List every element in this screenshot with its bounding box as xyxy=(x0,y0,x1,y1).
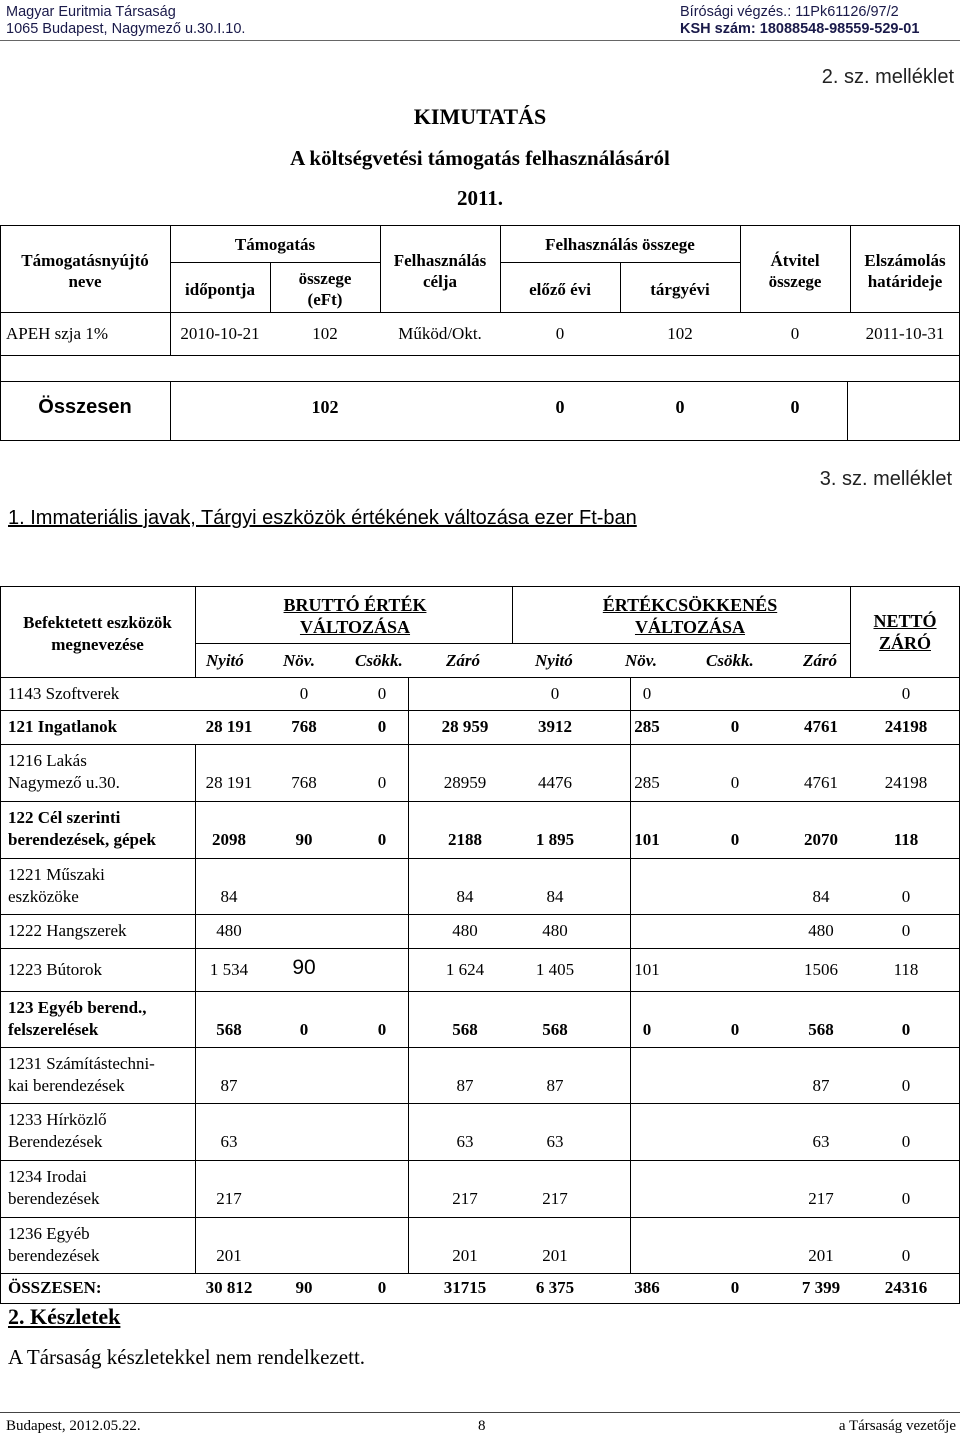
asset-cell: 90 xyxy=(292,956,316,979)
asset-cell: 30 812 xyxy=(205,1278,253,1297)
asset-cell: 0 xyxy=(299,1020,309,1039)
row-grantor: APEH szja 1% xyxy=(6,324,108,343)
asset-row-name: 1223 Bútorok xyxy=(8,960,102,979)
asset-cell: 87 xyxy=(812,1076,830,1095)
asset-row-name: 1221 Műszaki eszközöke xyxy=(8,865,105,906)
hdr-dep-increase: Növ. xyxy=(625,651,657,670)
row-date: 2010-10-21 xyxy=(180,324,260,343)
total-prev: 0 xyxy=(555,397,565,417)
asset-cell: 63 xyxy=(546,1132,564,1151)
asset-row-name: ÖSSZESEN: xyxy=(8,1278,102,1297)
asset-cell: 0 xyxy=(377,830,387,849)
asset-cell: 0 xyxy=(901,1132,911,1151)
annex-2: 2. sz. melléklet xyxy=(821,66,954,88)
company-address: 1065 Budapest, Nagymező u.30.I.10. xyxy=(6,21,246,37)
asset-cell: 285 xyxy=(634,717,660,736)
hdr-gross: BRUTTÓ ÉRTÉK VÁLTOZÁSA xyxy=(283,595,427,637)
ksh-number: KSH szám: 18088548-98559-529-01 xyxy=(680,21,920,37)
asset-cell: 1 405 xyxy=(535,960,575,979)
court-ruling: Bírósági végzés.: 11Pk61126/97/2 xyxy=(680,4,899,20)
hdr-depreciation: ÉRTÉKCSÖKKENÉS VÁLTOZÁSA xyxy=(602,595,778,637)
row-purpose: Működ/Okt. xyxy=(398,324,482,343)
inventory-text: A Társaság készletekkel nem rendelkezett. xyxy=(8,1345,366,1369)
asset-cell: 28 959 xyxy=(441,717,489,736)
asset-cell: 0 xyxy=(377,684,387,703)
total-label: Összesen xyxy=(38,396,132,418)
asset-cell: 2070 xyxy=(804,830,838,849)
asset-cell: 6 375 xyxy=(535,1278,575,1297)
row-amount: 102 xyxy=(312,324,338,343)
total-amount: 102 xyxy=(311,397,339,417)
total-curr: 0 xyxy=(675,397,685,417)
hdr-date: időpontja xyxy=(185,280,255,299)
asset-cell: 217 xyxy=(452,1189,478,1208)
asset-cell: 0 xyxy=(901,1246,911,1265)
asset-cell: 1 534 xyxy=(209,960,249,979)
asset-cell: 0 xyxy=(901,1189,911,1208)
hdr-grantor: Támogatásnyújtó neve xyxy=(21,251,149,291)
asset-row-name: 122 Cél szerinti berendezések, gépek xyxy=(8,808,156,849)
asset-cell: 24316 xyxy=(884,1278,928,1297)
asset-cell: 118 xyxy=(893,960,919,979)
asset-cell: 24198 xyxy=(884,717,928,736)
asset-cell: 28 191 xyxy=(205,717,253,736)
hdr-net-closing: NETTÓ ZÁRÓ xyxy=(873,611,937,653)
hdr-grant: Támogatás xyxy=(234,235,316,254)
asset-cell: 4761 xyxy=(804,717,838,736)
company-name: Magyar Euritmia Társaság xyxy=(6,4,176,20)
asset-cell: 568 xyxy=(808,1020,834,1039)
hdr-gross-increase: Növ. xyxy=(283,651,315,670)
row-curr: 102 xyxy=(667,324,693,343)
hdr-dep-closing: Záró xyxy=(803,651,837,670)
asset-cell: 1506 xyxy=(804,960,838,979)
row-deadline: 2011-10-31 xyxy=(865,324,945,343)
asset-cell: 90 xyxy=(295,830,313,849)
asset-cell: 0 xyxy=(642,684,652,703)
asset-cell: 31715 xyxy=(443,1278,487,1297)
asset-cell: 118 xyxy=(893,830,919,849)
asset-row-name: 1231 Számítástechni- kai berendezések xyxy=(8,1054,155,1095)
row-transfer: 0 xyxy=(790,324,800,343)
asset-cell: 0 xyxy=(299,684,309,703)
asset-cell: 217 xyxy=(542,1189,568,1208)
asset-cell: 480 xyxy=(452,921,478,940)
asset-cell: 84 xyxy=(220,887,238,906)
asset-cell: 217 xyxy=(808,1189,834,1208)
hdr-usage: Felhasználás összege xyxy=(545,235,695,254)
asset-cell: 63 xyxy=(812,1132,830,1151)
asset-cell: 28959 xyxy=(443,773,487,792)
asset-cell: 201 xyxy=(216,1246,242,1265)
asset-cell: 480 xyxy=(542,921,568,940)
report-subtitle: A költségvetési támogatás felhasználásáról xyxy=(290,146,670,170)
asset-cell: 480 xyxy=(808,921,834,940)
hdr-dep-decrease: Csökk. xyxy=(706,651,754,670)
report-year: 2011. xyxy=(456,186,504,210)
asset-row-name: 1216 Lakás Nagymező u.30. xyxy=(8,751,120,792)
hdr-purpose: Felhasználás célja xyxy=(393,251,487,291)
asset-cell: 201 xyxy=(808,1246,834,1265)
asset-cell: 768 xyxy=(291,717,317,736)
assets-title: 1. Immateriális javak, Tárgyi eszközök értékének változása ezer Ft-ban xyxy=(8,507,637,529)
hdr-asset-name: Befektetett eszközök megnevezése xyxy=(23,613,172,654)
asset-cell: 90 xyxy=(295,1278,313,1297)
asset-cell: 2188 xyxy=(448,830,482,849)
hdr-transfer: Átvitel összege xyxy=(768,251,822,291)
asset-cell: 0 xyxy=(377,1278,387,1297)
asset-cell: 4761 xyxy=(804,773,838,792)
asset-cell: 3912 xyxy=(538,717,572,736)
asset-cell: 0 xyxy=(901,921,911,940)
total-transfer: 0 xyxy=(790,397,800,417)
asset-cell: 0 xyxy=(642,1020,652,1039)
asset-row-name: 123 Egyéb berend., felszerelések xyxy=(8,998,147,1039)
asset-row-name: 1222 Hangszerek xyxy=(8,921,127,940)
header-rule xyxy=(0,40,960,41)
annex-3: 3. sz. melléklet xyxy=(819,468,952,490)
asset-row-name: 1233 Hírközlő Berendezések xyxy=(8,1110,107,1151)
asset-cell: 101 xyxy=(634,830,660,849)
asset-cell: 0 xyxy=(730,1020,740,1039)
hdr-gross-opening: Nyitó xyxy=(206,651,244,670)
asset-cell: 201 xyxy=(452,1246,478,1265)
asset-row-name: 1236 Egyéb berendezések xyxy=(8,1224,100,1265)
asset-cell: 0 xyxy=(730,773,740,792)
asset-cell: 84 xyxy=(812,887,830,906)
hdr-gross-closing: Záró xyxy=(446,651,480,670)
asset-cell: 87 xyxy=(456,1076,474,1095)
hdr-curr-year: tárgyévi xyxy=(650,280,710,299)
asset-cell: 0 xyxy=(901,1076,911,1095)
hdr-amount: összege (eFt) xyxy=(298,269,352,309)
asset-cell: 1 624 xyxy=(445,960,485,979)
asset-cell: 4476 xyxy=(538,773,572,792)
asset-cell: 0 xyxy=(901,684,911,703)
asset-cell: 63 xyxy=(456,1132,474,1151)
report-title: KIMUTATÁS xyxy=(413,104,547,129)
asset-cell: 24198 xyxy=(884,773,928,792)
footer-rule xyxy=(0,1412,960,1413)
asset-cell: 0 xyxy=(377,717,387,736)
row-prev: 0 xyxy=(555,324,565,343)
asset-cell: 87 xyxy=(220,1076,238,1095)
asset-cell: 84 xyxy=(546,887,564,906)
asset-cell: 63 xyxy=(220,1132,238,1151)
asset-cell: 480 xyxy=(216,921,242,940)
asset-cell: 568 xyxy=(542,1020,568,1039)
asset-cell: 285 xyxy=(634,773,660,792)
footer-signer: a Társaság vezetője xyxy=(838,1418,956,1434)
hdr-gross-decrease: Csökk. xyxy=(355,651,403,670)
footer-page-number: 8 xyxy=(478,1418,486,1434)
asset-cell: 386 xyxy=(634,1278,660,1297)
asset-cell: 7 399 xyxy=(801,1278,841,1297)
asset-cell: 84 xyxy=(456,887,474,906)
asset-cell: 101 xyxy=(634,960,660,979)
asset-cell: 568 xyxy=(216,1020,242,1039)
asset-cell: 768 xyxy=(291,773,317,792)
asset-cell: 1 895 xyxy=(535,830,575,849)
hdr-prev-year: előző évi xyxy=(529,280,591,299)
inventory-title: 2. Készletek xyxy=(8,1304,121,1329)
asset-cell: 0 xyxy=(730,830,740,849)
asset-cell: 0 xyxy=(730,717,740,736)
hdr-dep-opening: Nyitó xyxy=(535,651,573,670)
asset-cell: 0 xyxy=(730,1278,740,1297)
asset-cell: 0 xyxy=(550,684,560,703)
asset-cell: 0 xyxy=(901,887,911,906)
asset-row-name: 1234 Irodai berendezések xyxy=(8,1167,100,1208)
asset-row-name: 1143 Szoftverek xyxy=(8,684,120,703)
asset-cell: 28 191 xyxy=(205,773,253,792)
footer-place-date: Budapest, 2012.05.22. xyxy=(6,1418,141,1434)
asset-cell: 0 xyxy=(901,1020,911,1039)
asset-row-name: 121 Ingatlanok xyxy=(8,717,118,736)
asset-cell: 0 xyxy=(377,1020,387,1039)
asset-cell: 87 xyxy=(546,1076,564,1095)
asset-cell: 2098 xyxy=(212,830,246,849)
asset-cell: 568 xyxy=(452,1020,478,1039)
asset-cell: 217 xyxy=(216,1189,242,1208)
hdr-deadline: Elszámolás határideje xyxy=(864,251,946,291)
asset-cell: 0 xyxy=(377,773,387,792)
asset-cell: 201 xyxy=(542,1246,568,1265)
